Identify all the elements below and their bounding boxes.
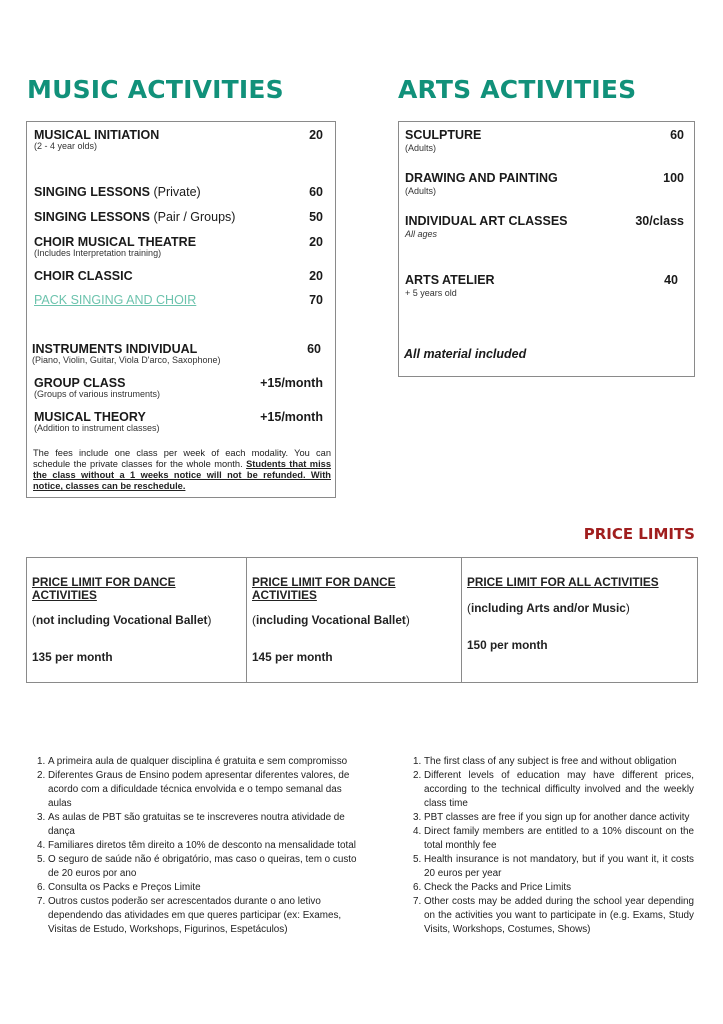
price-limit-heading: PRICE LIMIT FOR DANCE ACTIVITIES (32, 575, 176, 602)
list-item: 1. A primeira aula de qualquer disciplina é gratuita e sem compromisso (37, 756, 348, 767)
item-name: SCULPTURE (405, 128, 482, 142)
price-limit-column (461, 558, 697, 682)
notes-list-english (413, 755, 694, 937)
price-limit-qualifier: (including Vocational Ballet) (252, 613, 410, 627)
arts-price-table (398, 121, 695, 377)
item-name: MUSICAL THEORY (34, 410, 146, 424)
price-limit-qualifier: (including Arts and/or Music) (467, 601, 630, 615)
item-name: MUSICAL INITIATION (34, 128, 160, 142)
price-limits-table (26, 557, 698, 683)
arts-activities-title: ARTS ACTIVITIES (398, 75, 637, 104)
item-note: (Adults) (405, 143, 437, 153)
item-note: (Includes Interpretation training) (34, 248, 162, 258)
item-name: CHOIR MUSICAL THEATRE (34, 235, 197, 249)
price-limit-amount: 145 per month (252, 650, 333, 664)
item-price: 60 (309, 185, 323, 199)
item-name: INDIVIDUAL ART CLASSES (405, 214, 568, 228)
item-note: (Adults) (405, 186, 437, 196)
item-note: (2 - 4 year olds) (34, 141, 98, 151)
list-item: 2. Diferentes Graus de Ensino podem apresentar diferentes valores, de acordo com a dificuldade técnica envolvida e o tempo semanal das aulas (37, 770, 350, 809)
list-item: 4. Direct family members are entitled to a 10% discount on the total monthly fee (413, 826, 694, 851)
item-note: (Addition to instrument classes) (34, 423, 160, 433)
list-item: 2. Different levels of education may have different prices, according to the technical difficulty involved and the weekly class time (413, 770, 694, 809)
pack-singing-choir-link[interactable]: PACK SINGING AND CHOIR (34, 293, 197, 307)
list-item: 5. Health insurance is not mandatory, but if you want it, it costs 20 euros per year (413, 854, 694, 879)
list-item: 3. As aulas de PBT são gratuitas se te inscreveres noutra atividade de dança (37, 812, 345, 837)
list-item: 6. Consulta os Packs e Preços Limite (37, 882, 201, 893)
item-name: ARTS ATELIER (405, 273, 495, 287)
music-price-table (26, 121, 336, 498)
list-item: 7. Outros custos poderão ser acrescentados durante o ano letivo dependendo das atividades em que queres participar (ex: Exames, Visitas de Estudo, Workshops, Figurinos, Espetáculos) (37, 896, 342, 935)
list-item: 7. Other costs may be added during the school year depending on the activities you want to participate in (e.g. Exams, Study Visits, Workshops, Costumes, Shows) (413, 896, 694, 935)
item-price: 40 (664, 273, 678, 287)
item-price: +15/month (260, 410, 323, 424)
item-note: + 5 years old (405, 288, 457, 298)
item-price: 20 (309, 235, 323, 249)
item-name: DRAWING AND PAINTING (405, 171, 558, 185)
list-item: 1. The first class of any subject is free and without obligation (413, 756, 677, 767)
price-limit-column (246, 558, 461, 682)
item-price: +15/month (260, 376, 323, 390)
list-item: 4. Familiares diretos têm direito a 10% de desconto na mensalidade total (37, 840, 356, 851)
price-limit-amount: 135 per month (32, 650, 113, 664)
list-item: 5. O seguro de saúde não é obrigatório, mas caso o queiras, tem o custo de 20 euros por ano (37, 854, 357, 879)
item-name: SINGING LESSONS (Private) (34, 185, 201, 199)
item-price: 20 (309, 128, 323, 142)
item-price: 30/class (635, 214, 684, 228)
item-note: (Groups of various instruments) (34, 389, 161, 399)
price-limit-amount: 150 per month (467, 638, 548, 652)
list-item: 3. PBT classes are free if you sign up for another dance activity (413, 812, 690, 823)
item-price: 60 (670, 128, 684, 142)
price-limit-column (27, 558, 245, 682)
notes-list-portuguese (37, 755, 367, 937)
item-name: GROUP CLASS (34, 376, 126, 390)
price-limits-title: PRICE LIMITS (583, 525, 695, 543)
price-limit-qualifier: (not including Vocational Ballet) (32, 613, 212, 627)
list-item: 6. Check the Packs and Price Limits (413, 882, 572, 893)
item-price: 100 (663, 171, 684, 185)
item-name: SINGING LESSONS (Pair / Groups) (34, 210, 236, 224)
item-name: INSTRUMENTS INDIVIDUAL (32, 342, 198, 356)
item-price: 60 (307, 342, 321, 356)
music-fees-note: The fees include one class per week of each modality. You can schedule the private classes for the whole month. Students that miss the class without a 1 weeks notice will not be refunded. With notice, classes can be reschedule. (33, 448, 331, 491)
price-limit-heading: PRICE LIMIT FOR DANCE ACTIVITIES (252, 575, 396, 602)
item-note: (Piano, Violin, Guitar, Viola D'arco, Saxophone) (32, 355, 221, 365)
item-price: 20 (309, 269, 323, 283)
item-price: 70 (309, 293, 323, 307)
item-note: All ages (405, 229, 438, 239)
item-price: 50 (309, 210, 323, 224)
price-limit-heading: PRICE LIMIT FOR ALL ACTIVITIES (467, 575, 659, 589)
music-activities-title: MUSIC ACTIVITIES (27, 75, 284, 104)
arts-material-note: All material included (404, 347, 527, 361)
item-name: CHOIR CLASSIC (34, 269, 133, 283)
